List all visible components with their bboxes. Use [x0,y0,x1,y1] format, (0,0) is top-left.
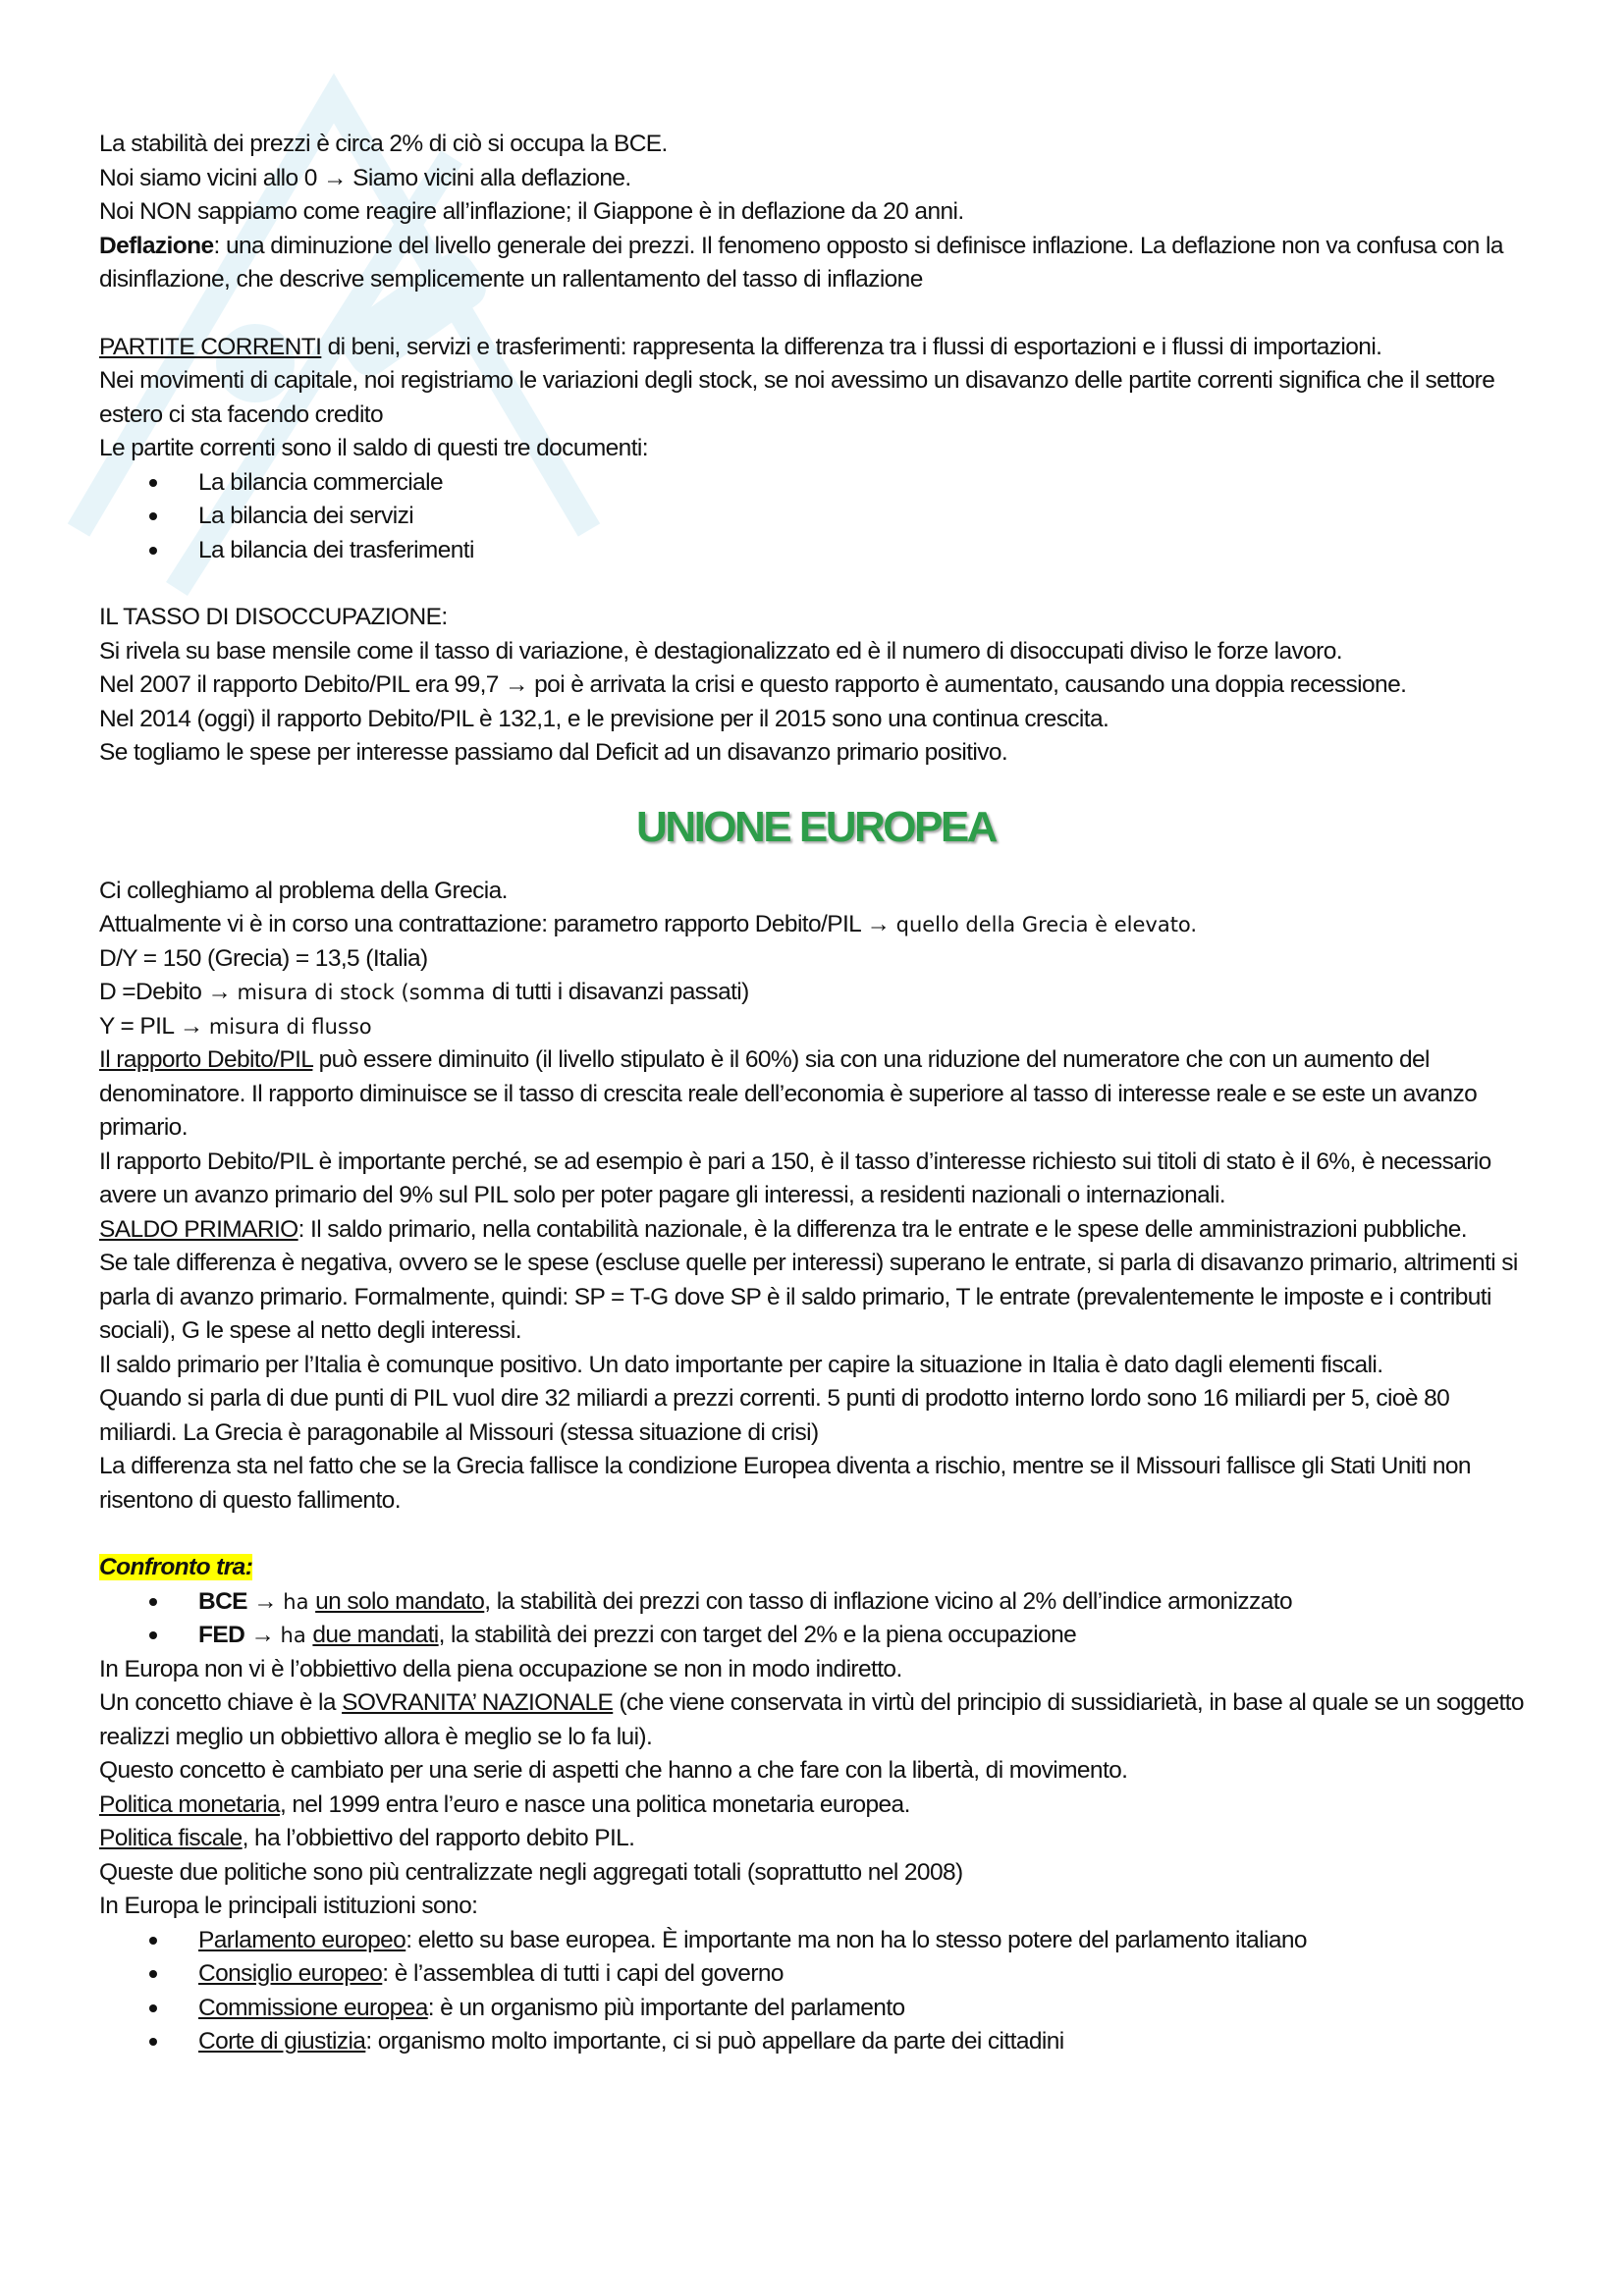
saldo-primario-paragraph: SALDO PRIMARIO: Il saldo primario, nella contabilità nazionale, è la differenza tra le entrate e le spese delle amministrazioni pubbliche. [99,1215,1467,1243]
confronto-list [99,1585,1533,1653]
text-line: Attualmente vi è in corso una contrattazione: parametro rapporto Debito/PIL → quello della Grecia è elevato. [99,911,1198,937]
text-line: Noi siamo vicini allo 0 → Siamo vicini alla deflazione. [99,164,631,191]
text-line: Le partite correnti sono il saldo di questi tre documenti: [99,435,648,461]
list-item: La bilancia dei trasferimenti [99,534,1533,568]
rapporto-paragraph: Il rapporto Debito/PIL può essere diminuito (il livello stipulato è il 60%) sia con una riduzione del numeratore che con un aumento del denominatore. Il rapporto diminuisce se il tasso di crescita reale dell’economia è superiore al tasso di interesse reale e se este un avanzo primario. [99,1046,1478,1141]
page-title: UNIONE EUROPEA [636,802,996,851]
list-item: FED → ha due mandati, la stabilità dei prezzi con target del 2% e la piena occupazione [99,1619,1533,1653]
bullet-icon [149,2004,157,2012]
text-line: Si rivela su base mensile come il tasso di variazione, è destagionalizzato ed è il numero di disoccupati diviso le forze lavoro. [99,637,1342,665]
list-item: Commissione europea: è un organismo più importante del parlamento [99,1992,1533,2026]
bullet-icon [149,2038,157,2046]
text-line: Nei movimenti di capitale, noi registriamo le variazioni degli stock, se noi avessimo un disavanzo delle partite correnti significa che il settore estero ci sta facendo credito [99,367,1495,428]
bullet-icon [149,1937,157,1945]
text-line: La differenza sta nel fatto che se la Grecia fallisce la condizione Europea diventa a rischio, mentre se il Missouri fallisce gli Stati Uniti non risentono di questo fallimento. [99,1453,1471,1514]
document-page [99,128,1533,2059]
saldo-primario-term: SALDO PRIMARIO [99,1215,298,1243]
bilance-list [99,466,1533,568]
list-item: La bilancia commerciale [99,466,1533,501]
partite-correnti-term: PARTITE CORRENTI [99,333,322,360]
text-line: La stabilità dei prezzi è circa 2% di ciò si occupa la BCE. [99,131,668,157]
text-line: Quando si parla di due punti di PIL vuol dire 32 miliardi a prezzi correnti. 5 punti di prodotto interno lordo sono 16 miliardi per 5, cioè 80 miliardi. La Grecia è paragonabile al Missouri (stessa situazione di crisi) [99,1385,1450,1446]
list-item: Parlamento europeo: eletto su base europea. È importante ma non ha lo stesso potere del parlamento italiano [99,1924,1533,1958]
sovranita-term: SOVRANITA’ NAZIONALE [342,1689,614,1716]
list-item: Corte di giustizia: organismo molto importante, ci si può appellare da parte dei cittadini [99,2025,1533,2059]
bullet-icon [149,547,157,555]
list-item: La bilancia dei servizi [99,500,1533,534]
text-line: Ci colleghiamo al problema della Grecia. [99,877,508,904]
text-line: In Europa le principali istituzioni sono: [99,1893,478,1919]
bullet-icon [149,1598,157,1606]
institutions-list [99,1924,1533,2059]
politica-monetaria-line: Politica monetaria, nel 1999 entra l’euro e nasce una politica monetaria europea. [99,1790,910,1818]
text-line: Queste due politiche sono più centralizzate negli aggregati totali (soprattutto nel 2008) [99,1858,963,1886]
text-line: Nel 2014 (oggi) il rapporto Debito/PIL è 132,1, e le previsione per il 2015 sono una continua crescita. [99,705,1109,732]
partite-correnti-paragraph: PARTITE CORRENTI di beni, servizi e trasferimenti: rappresenta la differenza tra i flussi di esportazioni e i flussi di importazioni. [99,333,1382,360]
sovranita-paragraph: Un concetto chiave è la SOVRANITA’ NAZIONALE (che viene conservata in virtù del principio di sussidiarietà, in base al quale se un soggetto realizzi meglio un obbiettivo allora è meglio se lo fa lui). [99,1689,1524,1750]
text-line: Questo concetto è cambiato per una serie di aspetti che hanno a che fare con la libertà, di movimento. [99,1757,1128,1784]
rapporto-term: Il rapporto Debito/PIL [99,1046,313,1073]
text-line: Se tale differenza è negativa, ovvero se le spese (escluse quelle per interessi) superano le entrate, si parla di disavanzo primario, altrimenti si parla di avanzo primario. Formalmente, quindi: SP = T-G dove SP è il saldo primario, T le entrate (prevalentemente le imposte e i contributi sociali), G le spese al netto degli interessi. [99,1250,1518,1344]
list-item: BCE → ha un solo mandato, la stabilità dei prezzi con tasso di inflazione vicino al 2% dell’indice armonizzato [99,1585,1533,1620]
list-item: Consiglio europeo: è l’assemblea di tutti i capi del governo [99,1957,1533,1992]
text-line: In Europa non vi è l’obbiettivo della piena occupazione se non in modo indiretto. [99,1655,902,1682]
text-line: D =Debito → misura di stock (somma di tutti i disavanzi passati) [99,979,749,1005]
text-line: Nel 2007 il rapporto Debito/PIL era 99,7 → poi è arrivata la crisi e questo rapporto è aumentato, causando una doppia recessione. [99,671,1407,698]
text-line: D/Y = 150 (Grecia) = 13,5 (Italia) [99,944,428,972]
bullet-icon [149,512,157,520]
bullet-icon [149,1631,157,1639]
bullet-icon [149,1970,157,1978]
text-line: Se togliamo le spese per interesse passiamo dal Deficit ad un disavanzo primario positivo. [99,739,1008,766]
text-line: Y = PIL → misura di flusso [99,1012,372,1040]
deflazione-paragraph: Deflazione: una diminuzione del livello generale dei prezzi. Il fenomeno opposto si definisce inflazione. La deflazione non va confusa con la disinflazione, che descrive semplicemente un rallentamento del tasso di inflazione [99,232,1503,293]
deflazione-term: Deflazione [99,232,214,259]
section-heading: IL TASSO DI DISOCCUPAZIONE: [99,604,448,630]
bullet-icon [149,479,157,487]
text-line: Il saldo primario per l’Italia è comunque positivo. Un dato importante per capire la situazione in Italia è dato dagli elementi fiscali. [99,1351,1383,1378]
politica-fiscale-line: Politica fiscale, ha l’obbiettivo del rapporto debito PIL. [99,1825,635,1851]
confronto-heading: Confronto tra: [99,1554,253,1580]
text-line: Noi NON sappiamo come reagire all’inflazione; il Giappone è in deflazione da 20 anni. [99,198,964,225]
text-line: Il rapporto Debito/PIL è importante perché, se ad esempio è pari a 150, è il tasso d’interesse richiesto sui titoli di stato è il 6%, è necessario avere un avanzo primario del 9% sul PIL solo per poter pagare gli interessi, a residenti nazionali o internazionali. [99,1148,1491,1208]
